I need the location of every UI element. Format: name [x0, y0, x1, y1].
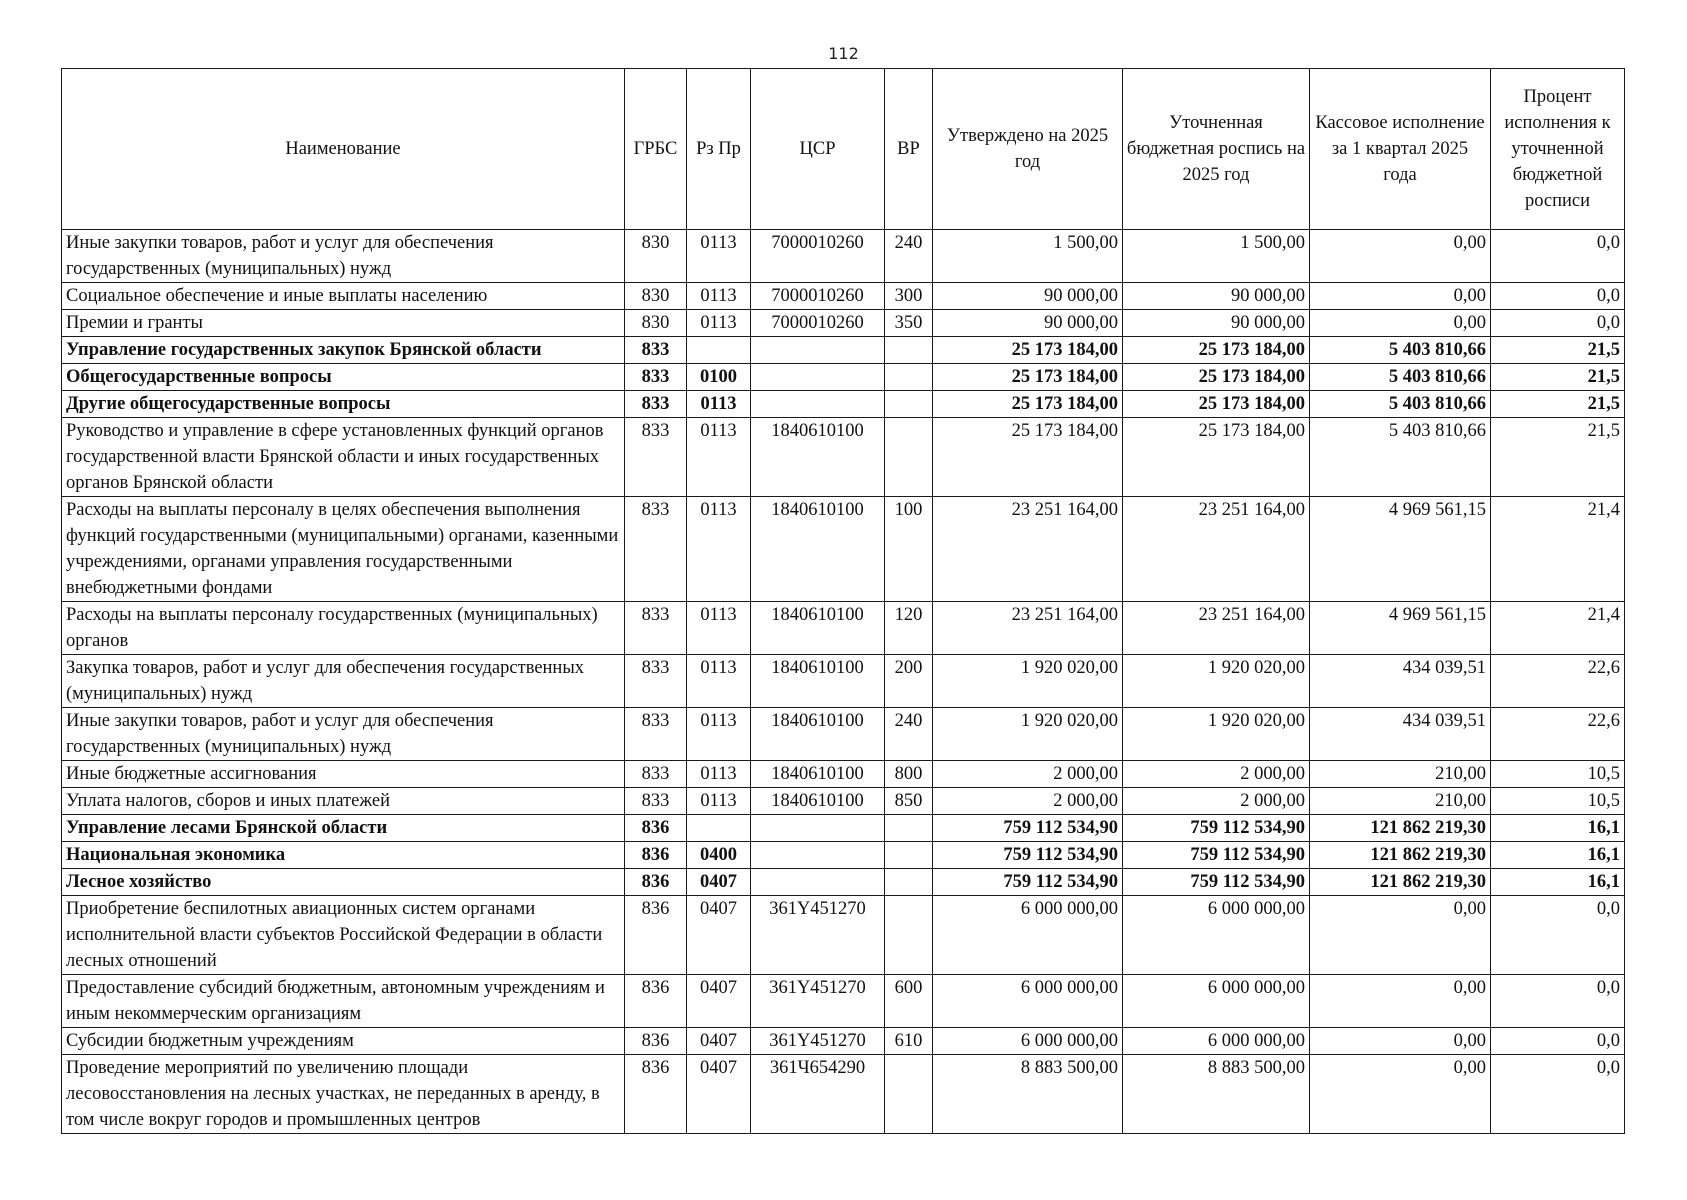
- cell-approved: 90 000,00: [933, 310, 1123, 337]
- cell-approved: 25 173 184,00: [933, 391, 1123, 418]
- cell-percent: 0,0: [1491, 1055, 1625, 1134]
- cell-csr: 1840610100: [751, 418, 885, 497]
- cell-rzpr: 0400: [687, 842, 751, 869]
- cell-vr: [885, 337, 933, 364]
- cell-cash: 121 862 219,30: [1310, 842, 1491, 869]
- cell-name: Социальное обеспечение и иные выплаты населению: [62, 283, 625, 310]
- cell-approved: 6 000 000,00: [933, 1028, 1123, 1055]
- table-row: [62, 391, 1625, 418]
- table-row: [62, 283, 1625, 310]
- cell-csr: [751, 391, 885, 418]
- cell-cash: 434 039,51: [1310, 655, 1491, 708]
- table-row: [62, 975, 1625, 1028]
- cell-percent: 21,5: [1491, 391, 1625, 418]
- cell-refined: 6 000 000,00: [1123, 1028, 1310, 1055]
- cell-name: Уплата налогов, сборов и иных платежей: [62, 788, 625, 815]
- cell-vr: [885, 896, 933, 975]
- cell-csr: 1840610100: [751, 497, 885, 602]
- cell-cash: 210,00: [1310, 761, 1491, 788]
- cell-csr: [751, 364, 885, 391]
- cell-rzpr: 0113: [687, 230, 751, 283]
- cell-approved: 25 173 184,00: [933, 364, 1123, 391]
- cell-refined: 1 500,00: [1123, 230, 1310, 283]
- cell-cash: 0,00: [1310, 230, 1491, 283]
- cell-vr: [885, 869, 933, 896]
- cell-cash: 0,00: [1310, 310, 1491, 337]
- cell-approved: 8 883 500,00: [933, 1055, 1123, 1134]
- cell-name: Национальная экономика: [62, 842, 625, 869]
- cell-percent: 16,1: [1491, 869, 1625, 896]
- cell-csr: [751, 337, 885, 364]
- cell-rzpr: 0113: [687, 788, 751, 815]
- cell-percent: 22,6: [1491, 708, 1625, 761]
- cell-cash: 5 403 810,66: [1310, 418, 1491, 497]
- cell-percent: 0,0: [1491, 310, 1625, 337]
- cell-csr: 7000010260: [751, 283, 885, 310]
- cell-approved: 2 000,00: [933, 761, 1123, 788]
- cell-csr: 1840610100: [751, 761, 885, 788]
- cell-refined: 25 173 184,00: [1123, 391, 1310, 418]
- header-grbs: ГРБС: [625, 69, 687, 230]
- cell-cash: 5 403 810,66: [1310, 364, 1491, 391]
- cell-grbs: 836: [625, 815, 687, 842]
- cell-percent: 0,0: [1491, 896, 1625, 975]
- cell-vr: 610: [885, 1028, 933, 1055]
- cell-approved: 2 000,00: [933, 788, 1123, 815]
- cell-csr: [751, 815, 885, 842]
- cell-cash: 434 039,51: [1310, 708, 1491, 761]
- header-cash: Кассовое исполнение за 1 квартал 2025 года: [1310, 69, 1491, 230]
- cell-vr: 120: [885, 602, 933, 655]
- table-row: [62, 310, 1625, 337]
- cell-vr: [885, 364, 933, 391]
- table-row: [62, 815, 1625, 842]
- cell-vr: 100: [885, 497, 933, 602]
- cell-percent: 0,0: [1491, 230, 1625, 283]
- table-row: [62, 655, 1625, 708]
- cell-rzpr: 0407: [687, 896, 751, 975]
- cell-grbs: 836: [625, 896, 687, 975]
- cell-csr: 361Ч654290: [751, 1055, 885, 1134]
- cell-refined: 25 173 184,00: [1123, 418, 1310, 497]
- cell-refined: 8 883 500,00: [1123, 1055, 1310, 1134]
- cell-name: Иные закупки товаров, работ и услуг для обеспечения государственных (муниципальных) нужд: [62, 230, 625, 283]
- header-approved: Утверждено на 2025 год: [933, 69, 1123, 230]
- cell-refined: 2 000,00: [1123, 788, 1310, 815]
- table-header-row: [62, 69, 1625, 230]
- cell-refined: 6 000 000,00: [1123, 896, 1310, 975]
- table-row: [62, 1055, 1625, 1134]
- cell-csr: 1840610100: [751, 788, 885, 815]
- table-row: [62, 788, 1625, 815]
- cell-cash: 5 403 810,66: [1310, 337, 1491, 364]
- cell-cash: 4 969 561,15: [1310, 497, 1491, 602]
- cell-cash: 0,00: [1310, 975, 1491, 1028]
- cell-percent: 10,5: [1491, 761, 1625, 788]
- cell-refined: 23 251 164,00: [1123, 497, 1310, 602]
- cell-approved: 6 000 000,00: [933, 975, 1123, 1028]
- cell-refined: 25 173 184,00: [1123, 364, 1310, 391]
- header-percent: Процент исполнения к уточненной бюджетной росписи: [1491, 69, 1625, 230]
- cell-approved: 1 500,00: [933, 230, 1123, 283]
- cell-cash: 0,00: [1310, 283, 1491, 310]
- table-row: [62, 337, 1625, 364]
- cell-percent: 0,0: [1491, 1028, 1625, 1055]
- cell-csr: 361Y451270: [751, 896, 885, 975]
- cell-grbs: 833: [625, 337, 687, 364]
- table-row: [62, 497, 1625, 602]
- cell-percent: 21,5: [1491, 337, 1625, 364]
- cell-percent: 21,5: [1491, 418, 1625, 497]
- page-number: 112: [828, 44, 859, 63]
- cell-csr: 361Y451270: [751, 1028, 885, 1055]
- cell-rzpr: 0113: [687, 497, 751, 602]
- cell-approved: 23 251 164,00: [933, 497, 1123, 602]
- cell-csr: [751, 842, 885, 869]
- cell-rzpr: 0100: [687, 364, 751, 391]
- cell-vr: 200: [885, 655, 933, 708]
- cell-name: Приобретение беспилотных авиационных систем органами исполнительной власти субъектов Российской Федерации в области лесных отношений: [62, 896, 625, 975]
- cell-name: Лесное хозяйство: [62, 869, 625, 896]
- cell-approved: 759 112 534,90: [933, 815, 1123, 842]
- cell-approved: 759 112 534,90: [933, 869, 1123, 896]
- cell-percent: 21,4: [1491, 497, 1625, 602]
- table-row: [62, 602, 1625, 655]
- cell-percent: 0,0: [1491, 283, 1625, 310]
- table-row: [62, 708, 1625, 761]
- cell-grbs: 836: [625, 842, 687, 869]
- cell-approved: 1 920 020,00: [933, 708, 1123, 761]
- cell-grbs: 833: [625, 602, 687, 655]
- cell-csr: 361Y451270: [751, 975, 885, 1028]
- cell-cash: 121 862 219,30: [1310, 815, 1491, 842]
- table-row: [62, 1028, 1625, 1055]
- cell-grbs: 833: [625, 497, 687, 602]
- cell-vr: [885, 815, 933, 842]
- cell-rzpr: 0407: [687, 975, 751, 1028]
- cell-approved: 1 920 020,00: [933, 655, 1123, 708]
- cell-name: Иные закупки товаров, работ и услуг для обеспечения государственных (муниципальных) нужд: [62, 708, 625, 761]
- cell-rzpr: 0113: [687, 602, 751, 655]
- cell-cash: 0,00: [1310, 896, 1491, 975]
- cell-rzpr: 0113: [687, 310, 751, 337]
- cell-cash: 0,00: [1310, 1055, 1491, 1134]
- cell-grbs: 833: [625, 788, 687, 815]
- cell-grbs: 836: [625, 869, 687, 896]
- cell-csr: 1840610100: [751, 655, 885, 708]
- cell-vr: [885, 1055, 933, 1134]
- cell-refined: 1 920 020,00: [1123, 708, 1310, 761]
- cell-csr: 7000010260: [751, 230, 885, 283]
- cell-grbs: 833: [625, 708, 687, 761]
- cell-vr: 300: [885, 283, 933, 310]
- cell-name: Премии и гранты: [62, 310, 625, 337]
- cell-refined: 759 112 534,90: [1123, 815, 1310, 842]
- cell-cash: 5 403 810,66: [1310, 391, 1491, 418]
- cell-grbs: 833: [625, 391, 687, 418]
- cell-vr: 800: [885, 761, 933, 788]
- cell-grbs: 830: [625, 230, 687, 283]
- header-refined: Уточненная бюджетная роспись на 2025 год: [1123, 69, 1310, 230]
- cell-name: Закупка товаров, работ и услуг для обеспечения государственных (муниципальных) нужд: [62, 655, 625, 708]
- cell-vr: 240: [885, 230, 933, 283]
- cell-cash: 0,00: [1310, 1028, 1491, 1055]
- cell-rzpr: 0113: [687, 418, 751, 497]
- cell-approved: 25 173 184,00: [933, 418, 1123, 497]
- table-row: [62, 842, 1625, 869]
- cell-approved: 25 173 184,00: [933, 337, 1123, 364]
- cell-vr: 600: [885, 975, 933, 1028]
- cell-name: Управление лесами Брянской области: [62, 815, 625, 842]
- header-csr: ЦСР: [751, 69, 885, 230]
- budget-execution-table: [61, 68, 1625, 1134]
- cell-rzpr: [687, 337, 751, 364]
- cell-rzpr: [687, 815, 751, 842]
- cell-name: Руководство и управление в сфере установленных функций органов государственной власти Брянской области и иных государственных органов Брянской области: [62, 418, 625, 497]
- cell-percent: 21,5: [1491, 364, 1625, 391]
- cell-cash: 4 969 561,15: [1310, 602, 1491, 655]
- cell-rzpr: 0407: [687, 1028, 751, 1055]
- cell-grbs: 830: [625, 310, 687, 337]
- cell-percent: 22,6: [1491, 655, 1625, 708]
- cell-name: Иные бюджетные ассигнования: [62, 761, 625, 788]
- cell-vr: 350: [885, 310, 933, 337]
- cell-refined: 25 173 184,00: [1123, 337, 1310, 364]
- cell-name: Другие общегосударственные вопросы: [62, 391, 625, 418]
- cell-name: Проведение мероприятий по увеличению площади лесовосстановления на лесных участках, не переданных в аренду, в том числе вокруг городов и промышленных центров: [62, 1055, 625, 1134]
- cell-refined: 759 112 534,90: [1123, 842, 1310, 869]
- cell-grbs: 833: [625, 761, 687, 788]
- cell-vr: [885, 418, 933, 497]
- cell-percent: 0,0: [1491, 975, 1625, 1028]
- cell-name: Предоставление субсидий бюджетным, автономным учреждениям и иным некоммерческим организациям: [62, 975, 625, 1028]
- cell-percent: 21,4: [1491, 602, 1625, 655]
- cell-approved: 6 000 000,00: [933, 896, 1123, 975]
- cell-grbs: 833: [625, 364, 687, 391]
- cell-rzpr: 0407: [687, 869, 751, 896]
- header-name: Наименование: [62, 69, 625, 230]
- cell-vr: 850: [885, 788, 933, 815]
- cell-name: Расходы на выплаты персоналу в целях обеспечения выполнения функций государственными (муниципальными) органами, казенными учреждениями, органами управления государственными внебюджетными фондами: [62, 497, 625, 602]
- cell-approved: 90 000,00: [933, 283, 1123, 310]
- cell-vr: [885, 391, 933, 418]
- table-row: [62, 869, 1625, 896]
- cell-name: Расходы на выплаты персоналу государственных (муниципальных) органов: [62, 602, 625, 655]
- cell-rzpr: 0407: [687, 1055, 751, 1134]
- cell-csr: 1840610100: [751, 602, 885, 655]
- header-vr: ВР: [885, 69, 933, 230]
- cell-refined: 759 112 534,90: [1123, 869, 1310, 896]
- cell-grbs: 836: [625, 975, 687, 1028]
- cell-rzpr: 0113: [687, 655, 751, 708]
- cell-refined: 90 000,00: [1123, 283, 1310, 310]
- cell-name: Общегосударственные вопросы: [62, 364, 625, 391]
- cell-cash: 121 862 219,30: [1310, 869, 1491, 896]
- cell-rzpr: 0113: [687, 391, 751, 418]
- table-row: [62, 418, 1625, 497]
- cell-grbs: 836: [625, 1055, 687, 1134]
- cell-approved: 23 251 164,00: [933, 602, 1123, 655]
- cell-csr: 7000010260: [751, 310, 885, 337]
- cell-csr: [751, 869, 885, 896]
- cell-percent: 16,1: [1491, 815, 1625, 842]
- cell-cash: 210,00: [1310, 788, 1491, 815]
- cell-grbs: 830: [625, 283, 687, 310]
- header-rzpr: Рз Пр: [687, 69, 751, 230]
- cell-rzpr: 0113: [687, 708, 751, 761]
- cell-percent: 16,1: [1491, 842, 1625, 869]
- table-row: [62, 230, 1625, 283]
- cell-grbs: 833: [625, 418, 687, 497]
- table-row: [62, 364, 1625, 391]
- cell-grbs: 833: [625, 655, 687, 708]
- cell-csr: 1840610100: [751, 708, 885, 761]
- cell-rzpr: 0113: [687, 761, 751, 788]
- cell-name: Субсидии бюджетным учреждениям: [62, 1028, 625, 1055]
- cell-refined: 6 000 000,00: [1123, 975, 1310, 1028]
- cell-grbs: 836: [625, 1028, 687, 1055]
- cell-rzpr: 0113: [687, 283, 751, 310]
- cell-refined: 23 251 164,00: [1123, 602, 1310, 655]
- cell-name: Управление государственных закупок Брянской области: [62, 337, 625, 364]
- table-row: [62, 896, 1625, 975]
- table-body: [62, 230, 1625, 1134]
- cell-refined: 90 000,00: [1123, 310, 1310, 337]
- cell-approved: 759 112 534,90: [933, 842, 1123, 869]
- cell-percent: 10,5: [1491, 788, 1625, 815]
- cell-refined: 2 000,00: [1123, 761, 1310, 788]
- table-row: [62, 761, 1625, 788]
- cell-vr: 240: [885, 708, 933, 761]
- cell-vr: [885, 842, 933, 869]
- cell-refined: 1 920 020,00: [1123, 655, 1310, 708]
